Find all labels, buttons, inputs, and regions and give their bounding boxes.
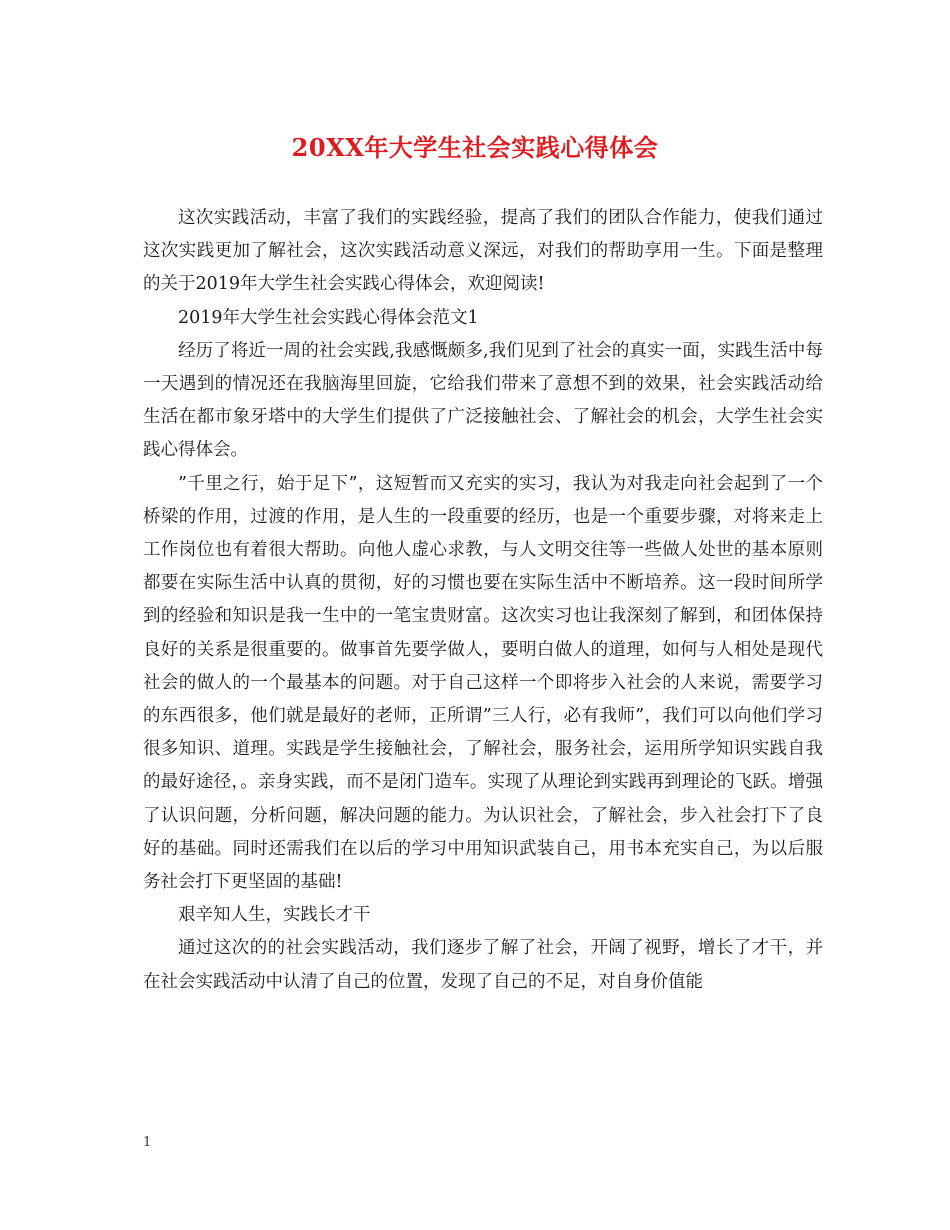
paragraph-experience: 经历了将近一周的社会实践,我感慨颇多,我们见到了社会的真实一面，实践生活中每一天遇到的情况还在我脑海里回旋，它给我们带来了意想不到的效果，社会实践活动给生活在都市象牙塔中的大学生们提供了广泛接触社会、了解社会的机会，大学生社会实践心得体会。: [143, 340, 823, 461]
paragraph-subheading-2: 艰辛知人生，实践长才干: [178, 905, 371, 926]
document-body: [143, 202, 823, 999]
page-number: 1: [143, 1135, 152, 1150]
paragraph-conclusion: 通过这次的的社会实践活动，我们逐步了解了社会，开阔了视野，增长了才干，并在社会实践活动中认清了自己的位置，发现了自己的不足，对自身价值能: [143, 938, 823, 992]
paragraph-internship: ”千里之行，始于足下”，这短暂而又充实的实习，我认为对我走向社会起到了一个桥梁的作用，过渡的作用，是人生的一段重要的经历，也是一个重要步骤，对将来走上工作岗位也有着很大帮助。向他人虚心求教，与人文明交往等一些做人处世的基本原则都要在实际生活中认真的贯彻，好的习惯也要在实际生活中不断培养。这一段时间所学到的经验和知识是我一生中的一笔宝贵财富。这次实习也让我深刻了解到，和团体保持良好的关系是很重要的。做事首先要学做人，要明白做人的道理，如何与人相处是现代社会的做人的一个最基本的问题。对于自己这样一个即将步入社会的人来说，需要学习的东西很多，他们就是最好的老师，正所谓”三人行，必有我师”，我们可以向他们学习很多知识、道理。实践是学生接触社会，了解社会，服务社会，运用所学知识实践自我的最好途径，。亲身实践，而不是闭门造车。实现了从理论到实践再到理论的飞跃。增强了认识问题，分析问题，解决问题的能力。为认识社会，了解社会，步入社会打下了良好的基础。同时还需我们在以后的学习中用知识武装自己，用书本充实自己，为以后服务社会打下更坚固的基础!: [143, 473, 823, 893]
paragraph-subheading-1: 2019年大学生社会实践心得体会范文1: [178, 307, 479, 328]
document-title: 20XX年大学生社会实践心得体会: [291, 133, 659, 162]
paragraph-intro: 这次实践活动，丰富了我们的实践经验，提高了我们的团队合作能力，使我们通过这次实践更加了解社会，这次实践活动意义深远，对我们的帮助享用一生。下面是整理的关于2019年大学生社会实践心得体会，欢迎阅读!: [143, 208, 823, 295]
